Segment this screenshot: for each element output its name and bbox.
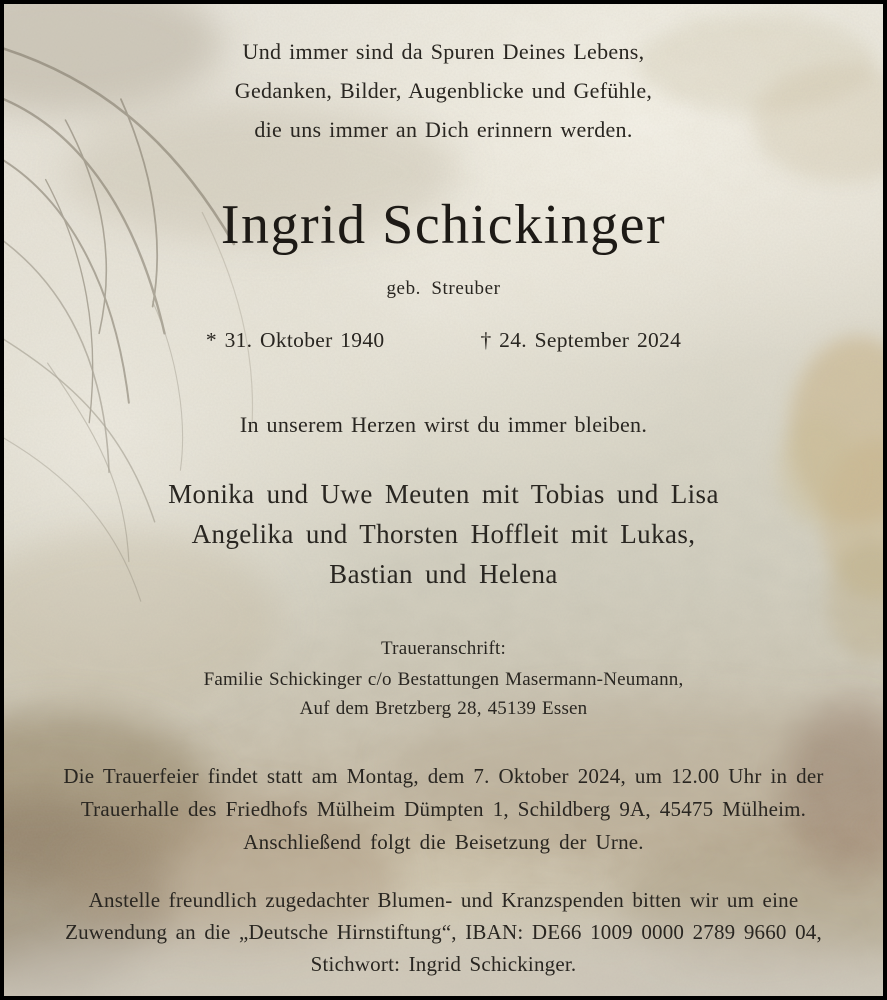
verse-line: Gedanken, Bilder, Augenblicke und Gefühle, (234, 78, 653, 103)
verse-line: die uns immer an Dich erinnern werden. (254, 117, 633, 142)
opening-verse (4, 32, 883, 149)
service-line: Trauerhalle des Friedhofs Mülheim Dümpten 1, Schildberg 9A, 45475 Mülheim. (80, 797, 807, 821)
mourning-family (4, 474, 883, 594)
service-line: Anschließend folgt die Beisetzung der Urne. (243, 830, 644, 854)
birth-date: * 31. Oktober 1940 (205, 328, 385, 352)
family-line: Bastian und Helena (329, 559, 558, 589)
verse-line: Und immer sind da Spuren Deines Lebens, (242, 39, 645, 64)
deceased-name: Ingrid Schickinger (220, 194, 667, 256)
donation-request (4, 884, 883, 980)
maiden-name: geb. Streuber (386, 278, 501, 299)
donation-line: Anstelle freundlich zugedachter Blumen- und Kranzspenden bitten wir um eine (88, 888, 799, 912)
remembrance-line: In unserem Herzen wirst du immer bleiben. (239, 412, 648, 437)
donation-line: Zuwendung an die „Deutsche Hirnstiftung“, IBAN: DE66 1009 0000 2789 9660 04, (65, 920, 822, 944)
mourning-address-label: Traueranschrift: (381, 638, 506, 659)
family-line: Monika und Uwe Meuten mit Tobias und Lisa (168, 479, 719, 509)
address-line: Auf dem Bretzberg 28, 45139 Essen (299, 697, 588, 719)
death-date: † 24. September 2024 (480, 328, 682, 352)
donation-line: Stichwort: Ingrid Schickinger. (310, 952, 577, 976)
family-line: Angelika und Thorsten Hoffleit mit Lukas, (191, 519, 696, 549)
funeral-service-details (4, 760, 883, 859)
address-line: Familie Schickinger c/o Bestattungen Masermann-Neumann, (203, 669, 684, 690)
service-line: Die Trauerfeier findet statt am Montag, dem 7. Oktober 2024, um 12.00 Uhr in der (63, 764, 824, 788)
mourning-address (4, 666, 883, 723)
life-dates (4, 328, 883, 353)
